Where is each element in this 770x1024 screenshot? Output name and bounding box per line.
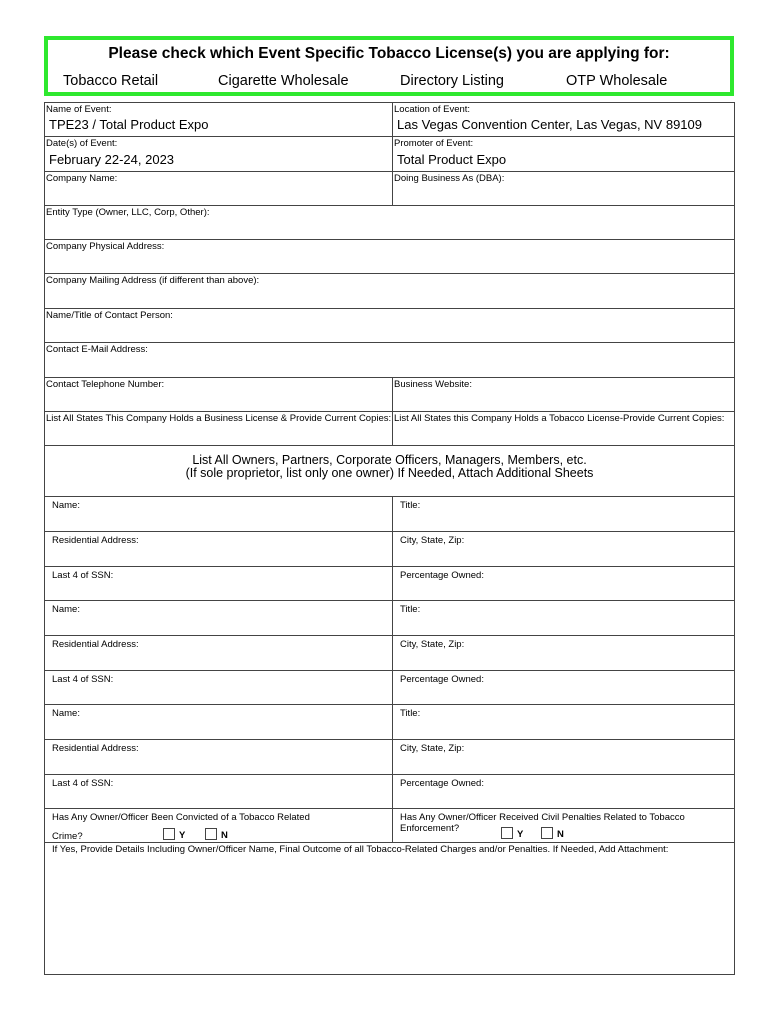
history-row bbox=[45, 809, 734, 843]
owner-1-name-row bbox=[45, 497, 734, 532]
penalties-yes-option bbox=[501, 827, 523, 840]
owner-1-title-field[interactable] bbox=[393, 497, 734, 531]
convicted-label-line2: Crime? bbox=[52, 831, 83, 842]
owner-ssn-label: Last 4 of SSN: bbox=[52, 570, 114, 581]
event-dates-value: February 22-24, 2023 bbox=[49, 152, 175, 167]
license-states-row bbox=[45, 412, 734, 446]
owner-2-title-field[interactable] bbox=[393, 601, 734, 635]
dba-field[interactable] bbox=[393, 172, 734, 205]
owner-3-ssn-field[interactable] bbox=[45, 775, 393, 808]
convicted-label-line1: Has Any Owner/Officer Been Convicted of a Tobacco Related bbox=[52, 812, 310, 823]
owner-2-address-row bbox=[45, 636, 734, 671]
business-license-states-label: List All States This Company Holds a Business License & Provide Current Copies: bbox=[46, 413, 392, 424]
owner-3-ssn-row bbox=[45, 775, 734, 809]
event-location-label: Location of Event: bbox=[394, 104, 471, 115]
convicted-no-option bbox=[205, 828, 228, 841]
owner-percent-label: Percentage Owned: bbox=[400, 674, 484, 685]
owner-title-label: Title: bbox=[400, 604, 421, 615]
license-option-otp-wholesale[interactable]: OTP Wholesale bbox=[566, 73, 668, 89]
owner-1-name-field[interactable] bbox=[45, 497, 393, 531]
company-name-field[interactable] bbox=[45, 172, 393, 205]
owner-2-ssn-row bbox=[45, 671, 734, 705]
license-title: Please check which Event Specific Tobacco License(s) you are applying for: bbox=[108, 45, 670, 62]
convicted-no-checkbox[interactable] bbox=[205, 828, 217, 840]
details-row bbox=[45, 843, 734, 975]
physical-address-row bbox=[45, 240, 734, 274]
application-form bbox=[44, 102, 735, 975]
event-promoter-value: Total Product Expo bbox=[397, 152, 507, 167]
owner-1-percent-field[interactable] bbox=[393, 567, 734, 600]
business-website-label: Business Website: bbox=[394, 379, 472, 390]
owner-3-name-row bbox=[45, 705, 734, 740]
event-dates-row bbox=[45, 137, 734, 172]
owner-address-label: Residential Address: bbox=[52, 639, 139, 650]
owner-3-address-field[interactable] bbox=[45, 740, 393, 774]
penalties-no-label: N bbox=[557, 829, 564, 840]
contact-email-label: Contact E-Mail Address: bbox=[46, 344, 148, 355]
details-label: If Yes, Provide Details Including Owner/Officer Name, Final Outcome of all Tobacco-Related Charges and/or Penalties. If Needed, Add Attachment: bbox=[52, 844, 669, 855]
owners-heading-row bbox=[45, 446, 734, 497]
owner-3-name-field[interactable] bbox=[45, 705, 393, 739]
penalties-yes-checkbox[interactable] bbox=[501, 827, 513, 839]
mailing-address-label: Company Mailing Address (if different than above): bbox=[46, 275, 260, 286]
owner-3-city-field[interactable] bbox=[393, 740, 734, 774]
owner-address-label: Residential Address: bbox=[52, 743, 139, 754]
license-option-directory-listing[interactable]: Directory Listing bbox=[400, 73, 504, 89]
entity-type-row bbox=[45, 206, 734, 240]
owner-address-label: Residential Address: bbox=[52, 535, 139, 546]
owner-1-address-field[interactable] bbox=[45, 532, 393, 566]
owner-2-name-row bbox=[45, 601, 734, 636]
entity-type-label: Entity Type (Owner, LLC, Corp, Other): bbox=[46, 207, 210, 218]
dba-label: Doing Business As (DBA): bbox=[394, 173, 505, 184]
contact-email-row bbox=[45, 343, 734, 378]
owner-city-label: City, State, Zip: bbox=[400, 743, 465, 754]
owner-percent-label: Percentage Owned: bbox=[400, 570, 484, 581]
penalties-yes-label: Y bbox=[517, 829, 524, 840]
details-field[interactable] bbox=[45, 843, 734, 974]
event-name-label: Name of Event: bbox=[46, 104, 112, 115]
owner-3-address-row bbox=[45, 740, 734, 775]
license-option-cigarette-wholesale[interactable]: Cigarette Wholesale bbox=[218, 73, 349, 89]
owner-3-percent-field[interactable] bbox=[393, 775, 734, 808]
contact-person-label: Name/Title of Contact Person: bbox=[46, 310, 173, 321]
penalties-field bbox=[393, 809, 734, 842]
owner-title-label: Title: bbox=[400, 500, 421, 511]
owner-2-address-field[interactable] bbox=[45, 636, 393, 670]
convicted-no-label: N bbox=[221, 830, 228, 841]
owner-2-name-field[interactable] bbox=[45, 601, 393, 635]
contact-phone-label: Contact Telephone Number: bbox=[46, 379, 165, 390]
owner-city-label: City, State, Zip: bbox=[400, 535, 465, 546]
owner-2-ssn-field[interactable] bbox=[45, 671, 393, 704]
convicted-yes-checkbox[interactable] bbox=[163, 828, 175, 840]
owner-1-ssn-field[interactable] bbox=[45, 567, 393, 600]
owner-name-label: Name: bbox=[52, 708, 80, 719]
tobacco-license-states-label: List All States this Company Holds a Tobacco License-Provide Current Copies: bbox=[394, 413, 725, 424]
business-website-field[interactable] bbox=[393, 378, 734, 411]
event-dates-label: Date(s) of Event: bbox=[46, 138, 118, 149]
convicted-field bbox=[45, 809, 393, 842]
event-promoter-label: Promoter of Event: bbox=[394, 138, 474, 149]
owner-percent-label: Percentage Owned: bbox=[400, 778, 484, 789]
business-license-states-field[interactable] bbox=[45, 412, 393, 445]
convicted-yes-label: Y bbox=[179, 830, 186, 841]
penalties-no-option bbox=[541, 827, 564, 840]
owners-heading-line2: (If sole proprietor, list only one owner) If Needed, Attach Additional Sheets bbox=[185, 466, 594, 480]
owner-ssn-label: Last 4 of SSN: bbox=[52, 778, 114, 789]
owner-ssn-label: Last 4 of SSN: bbox=[52, 674, 114, 685]
event-promoter-field[interactable] bbox=[393, 137, 734, 171]
convicted-yes-option bbox=[163, 828, 185, 841]
event-location-value: Las Vegas Convention Center, Las Vegas, NV 89109 bbox=[397, 117, 702, 132]
owner-title-label: Title: bbox=[400, 708, 421, 719]
owner-2-percent-field[interactable] bbox=[393, 671, 734, 704]
contact-person-row bbox=[45, 309, 734, 343]
owner-name-label: Name: bbox=[52, 500, 80, 511]
entity-type-field[interactable] bbox=[45, 206, 734, 239]
physical-address-field[interactable] bbox=[45, 240, 734, 273]
event-location-field[interactable] bbox=[393, 103, 734, 136]
owner-2-city-field[interactable] bbox=[393, 636, 734, 670]
company-name-row bbox=[45, 172, 734, 206]
owner-city-label: City, State, Zip: bbox=[400, 639, 465, 650]
owner-name-label: Name: bbox=[52, 604, 80, 615]
owner-1-ssn-row bbox=[45, 567, 734, 601]
owners-heading bbox=[45, 446, 734, 496]
penalties-no-checkbox[interactable] bbox=[541, 827, 553, 839]
contact-phone-field[interactable] bbox=[45, 378, 393, 411]
license-option-tobacco-retail[interactable]: Tobacco Retail bbox=[63, 73, 159, 89]
license-type-box bbox=[44, 36, 734, 96]
mailing-address-field[interactable] bbox=[45, 274, 734, 308]
mailing-address-row bbox=[45, 274, 734, 309]
penalties-label: Has Any Owner/Officer Received Civil Penalties Related to Tobacco Enforcement? bbox=[400, 812, 685, 834]
company-name-label: Company Name: bbox=[46, 173, 118, 184]
contact-email-field[interactable] bbox=[45, 343, 734, 377]
owner-1-address-row bbox=[45, 532, 734, 567]
event-name-row bbox=[45, 103, 734, 137]
contact-person-field[interactable] bbox=[45, 309, 734, 342]
event-name-value: TPE23 / Total Product Expo bbox=[49, 117, 209, 132]
tobacco-license-states-field[interactable] bbox=[393, 412, 734, 445]
event-dates-field[interactable] bbox=[45, 137, 393, 171]
owners-heading-line1: List All Owners, Partners, Corporate Officers, Managers, Members, etc. bbox=[192, 453, 587, 467]
owner-3-title-field[interactable] bbox=[393, 705, 734, 739]
owner-1-city-field[interactable] bbox=[393, 532, 734, 566]
phone-website-row bbox=[45, 378, 734, 412]
physical-address-label: Company Physical Address: bbox=[46, 241, 165, 252]
event-name-field[interactable] bbox=[45, 103, 393, 136]
